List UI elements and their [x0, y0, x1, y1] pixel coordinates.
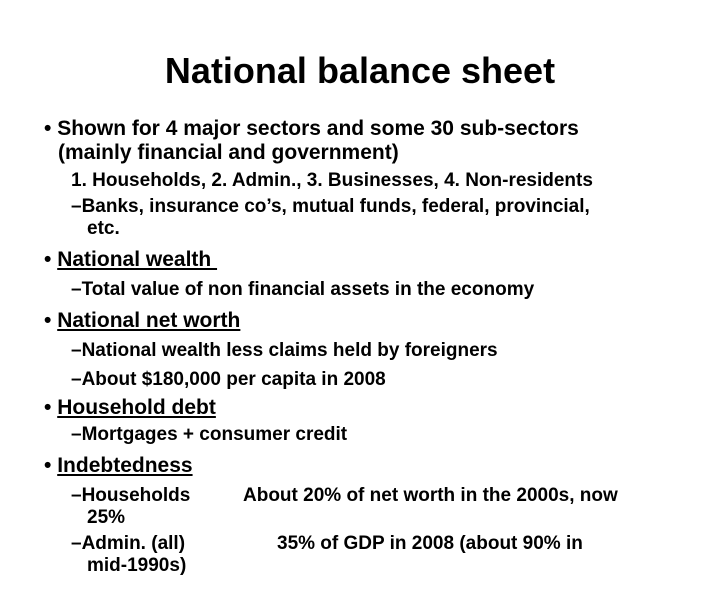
bullet-sectors — [44, 117, 579, 141]
households-label-text: Households — [81, 485, 191, 506]
sectors-sub-1: 1. Households, 2. Admin., 3. Businesses, 4. Non-residents — [71, 170, 593, 191]
bullet-marker: • — [44, 454, 52, 477]
national-net-worth-sub-1 — [71, 340, 498, 362]
bullet-indebtedness — [44, 454, 193, 478]
dash-marker: – — [71, 533, 82, 554]
bullet-marker: • — [44, 309, 52, 332]
indebtedness-admin-value: 35% of GDP in 2008 (about 90% in — [277, 533, 583, 554]
national-wealth-sub-1-text: Total value of non financial assets in the economy — [81, 279, 535, 300]
bullet-household-debt — [44, 396, 216, 420]
sectors-line-1: Shown for 4 major sectors and some 30 sub-sectors — [57, 117, 579, 140]
dash-marker: – — [71, 369, 82, 390]
national-net-worth-sub-1-text: National wealth less claims held by foreigners — [81, 340, 498, 361]
sectors-sub-2 — [71, 196, 590, 218]
bullet-marker: • — [44, 396, 52, 419]
national-net-worth-sub-2-text: About $180,000 per capita in 2008 — [81, 369, 386, 390]
dash-marker: – — [71, 485, 82, 506]
dash-marker: – — [71, 424, 82, 445]
indebtedness-households-cont: 25% — [87, 507, 126, 528]
dash-marker: – — [71, 279, 82, 300]
indebtedness-heading: Indebtedness — [57, 454, 193, 477]
national-net-worth-heading: National net worth — [57, 309, 241, 332]
bullet-national-net-worth — [44, 309, 240, 333]
household-debt-heading: Household debt — [57, 396, 216, 419]
sectors-sub-2-text: Banks, insurance co’s, mutual funds, federal, provincial, — [81, 196, 590, 217]
national-wealth-heading: National wealth — [57, 248, 218, 271]
indebtedness-households-label — [71, 485, 190, 507]
indebtedness-households-value: About 20% of net worth in the 2000s, now — [243, 485, 618, 506]
sectors-line-2: (mainly financial and government) — [58, 141, 399, 164]
household-debt-sub-1 — [71, 424, 347, 446]
page-title: National balance sheet — [164, 50, 556, 91]
bullet-marker: • — [44, 117, 52, 140]
indebtedness-admin-cont: mid-1990s) — [87, 555, 187, 576]
bullet-marker: • — [44, 248, 52, 271]
national-wealth-sub-1 — [71, 279, 534, 301]
admin-label-text: Admin. (all) — [81, 533, 186, 554]
dash-marker: – — [71, 340, 82, 361]
national-net-worth-sub-2 — [71, 369, 386, 391]
dash-marker: – — [71, 196, 82, 217]
sectors-sub-2-cont: etc. — [87, 218, 120, 239]
bullet-national-wealth — [44, 248, 217, 272]
indebtedness-admin-label — [71, 533, 185, 555]
household-debt-sub-1-text: Mortgages + consumer credit — [81, 424, 348, 445]
